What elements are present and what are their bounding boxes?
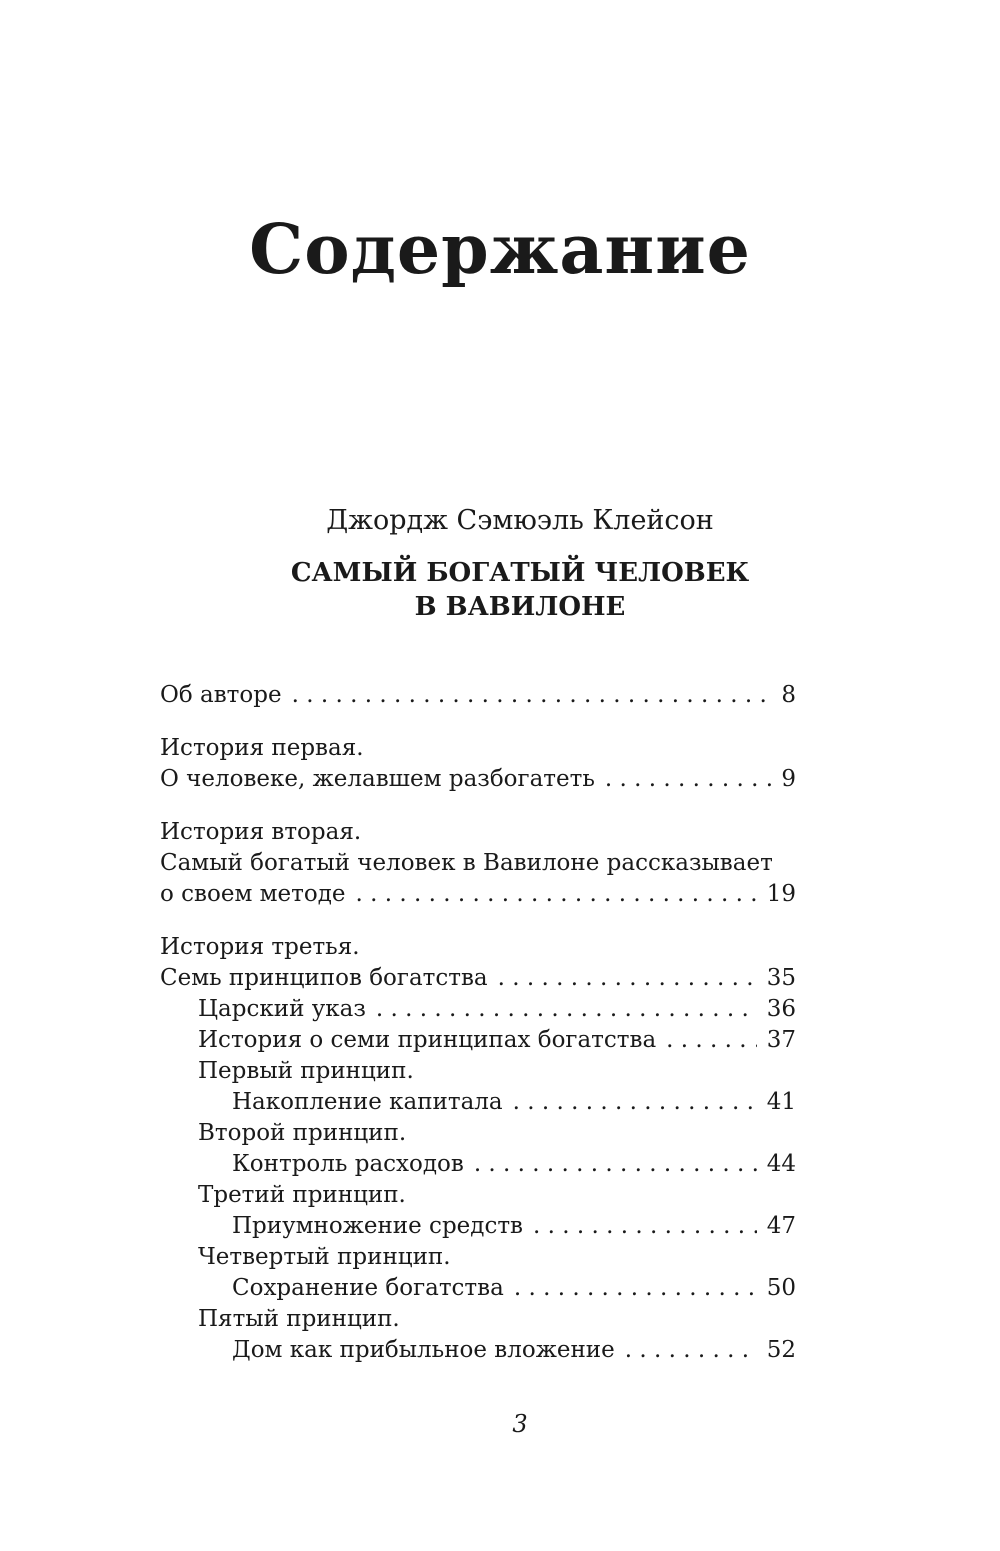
toc-page-number: 35 — [766, 965, 796, 991]
toc-heading-label: Самый богатый человек в Вавилоне рассказывает — [160, 850, 773, 876]
toc-leader-dots — [376, 994, 757, 1025]
toc-leader-dots — [292, 680, 772, 711]
toc-leader-dots — [666, 1025, 757, 1056]
toc-page-number: 19 — [766, 881, 796, 907]
toc-entry-seven-principles[interactable] — [160, 1025, 796, 1056]
toc-entry-story-3[interactable] — [160, 963, 796, 994]
table-of-contents — [160, 680, 796, 1366]
toc-entry-label: Царский указ — [198, 996, 366, 1022]
book-title-line-2: В ВАВИЛОНЕ — [414, 592, 626, 622]
toc-heading-principle-2 — [160, 1118, 796, 1149]
toc-entry-label: История о семи принципах богатства — [198, 1027, 657, 1053]
toc-heading-story-1 — [160, 733, 796, 764]
toc-page-number: 47 — [766, 1213, 796, 1239]
toc-heading-label: Пятый принцип. — [198, 1306, 400, 1332]
toc-entry-label: Накопление капитала — [232, 1089, 503, 1115]
toc-leader-dots — [498, 963, 757, 994]
toc-leader-dots — [513, 1087, 757, 1118]
toc-entry-principle-2[interactable] — [160, 1149, 796, 1180]
toc-page-number: 52 — [766, 1337, 796, 1363]
toc-heading-story-3 — [160, 932, 796, 963]
toc-heading-principle-4 — [160, 1242, 796, 1273]
folio-page-number: 3 — [512, 1410, 528, 1438]
toc-heading-story-2-line-2 — [160, 848, 796, 879]
toc-entry-label: Приумножение средств — [232, 1213, 523, 1239]
toc-leader-dots — [533, 1211, 757, 1242]
toc-heading-label: Первый принцип. — [198, 1058, 414, 1084]
toc-page-number: 8 — [781, 682, 796, 708]
toc-entry-label: о своем методе — [160, 881, 346, 907]
toc-page-number: 9 — [781, 766, 796, 792]
toc-heading-label: История третья. — [160, 934, 360, 960]
toc-entry-about[interactable] — [160, 680, 796, 711]
toc-entry-principle-1[interactable] — [160, 1087, 796, 1118]
toc-entry-label: Контроль расходов — [232, 1151, 464, 1177]
toc-entry-label: Сохранение богатства — [232, 1275, 504, 1301]
toc-page-number: 50 — [766, 1275, 796, 1301]
toc-entry-principle-3[interactable] — [160, 1211, 796, 1242]
toc-heading-principle-3 — [160, 1180, 796, 1211]
toc-leader-dots — [514, 1273, 757, 1304]
toc-heading-story-2 — [160, 817, 796, 848]
toc-leader-dots — [605, 764, 771, 795]
toc-heading-label: История вторая. — [160, 819, 362, 845]
toc-page-number: 36 — [766, 996, 796, 1022]
author-name: Джордж Сэмюэль Клейсон — [326, 505, 714, 536]
toc-entry-story-1[interactable] — [160, 764, 796, 795]
toc-entry-label: Об авторе — [160, 682, 282, 708]
toc-entry-story-2[interactable] — [160, 879, 796, 910]
toc-entry-label: Семь принципов богатства — [160, 965, 488, 991]
toc-heading-label: Второй принцип. — [198, 1120, 407, 1146]
toc-heading-principle-1 — [160, 1056, 796, 1087]
toc-leader-dots — [625, 1335, 757, 1366]
book-title-line-1: САМЫЙ БОГАТЫЙ ЧЕЛОВЕК — [290, 558, 750, 588]
toc-page-number: 41 — [766, 1089, 796, 1115]
toc-leader-dots — [474, 1149, 757, 1180]
toc-heading-label: Третий принцип. — [198, 1182, 406, 1208]
toc-entry-decree[interactable] — [160, 994, 796, 1025]
toc-heading-label: История первая. — [160, 735, 364, 761]
toc-entry-label: О человеке, желавшем разбогатеть — [160, 766, 595, 792]
toc-entry-label: Дом как прибыльное вложение — [232, 1337, 615, 1363]
toc-page-number: 37 — [766, 1027, 796, 1053]
toc-entry-principle-5[interactable] — [160, 1335, 796, 1366]
toc-page-number: 44 — [766, 1151, 796, 1177]
page-title: Содержание — [249, 210, 751, 290]
toc-heading-label: Четвертый принцип. — [198, 1244, 451, 1270]
toc-heading-principle-5 — [160, 1304, 796, 1335]
toc-entry-principle-4[interactable] — [160, 1273, 796, 1304]
toc-leader-dots — [356, 879, 757, 910]
book-title — [0, 556, 1000, 624]
